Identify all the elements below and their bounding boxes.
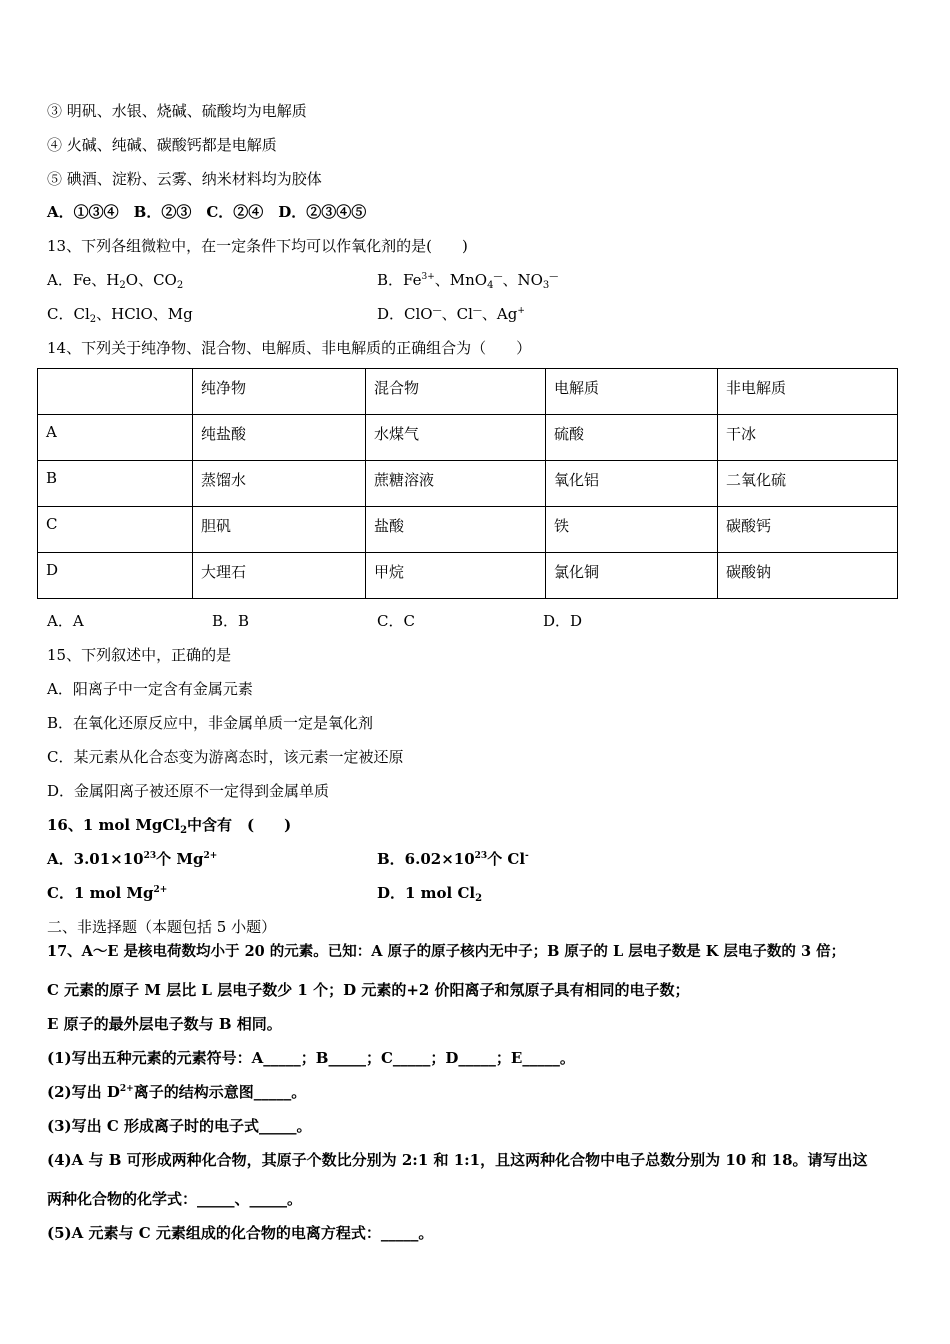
table-cell: B bbox=[38, 461, 193, 507]
table-header-row bbox=[38, 369, 898, 415]
q17-stem-line-3: E 原子的最外层电子数与 B 相同。 bbox=[47, 1015, 282, 1033]
q13-stem: 13、下列各组微粒中，在一定条件下均可以作氧化剂的是( ) bbox=[47, 237, 468, 255]
table-cell: 碳酸钠 bbox=[718, 553, 898, 599]
table-header-cell bbox=[38, 369, 193, 415]
table-cell: D bbox=[38, 553, 193, 599]
table-header-cell: 混合物 bbox=[366, 369, 546, 415]
q12-option-4: ④ 火碱、纯碱、碳酸钙都是电解质 bbox=[47, 136, 277, 154]
q13-choice-c: C．$Cl_2$、HClO、Mg bbox=[47, 305, 193, 325]
table-cell: 水煤气 bbox=[366, 415, 546, 461]
table-row bbox=[38, 553, 898, 599]
q15-choice-d: D．金属阳离子被还原不一定得到金属单质 bbox=[47, 782, 330, 800]
q16-stem: 16、1 mol MgCl$_2$中含有 ( ) bbox=[47, 816, 292, 836]
table-cell: A bbox=[38, 415, 193, 461]
q17-part-4-line-2: 两种化合物的化学式：_____、_____。 bbox=[47, 1190, 303, 1208]
table-cell: 铁 bbox=[546, 507, 718, 553]
q13-choice-d: D．ClO—、Cl—、Ag+ bbox=[377, 305, 525, 323]
q17-part-5: (5)A 元素与 C 元素组成的化合物的电离方程式：_____。 bbox=[47, 1224, 434, 1242]
q17-part-4-line-1: (4)A 与 B 可形成两种化合物，其原子个数比分别为 2:1 和 1:1，且这两种化合物中电子总数分别为 10 和 18。请写出这 bbox=[47, 1151, 868, 1169]
table-cell: 干冰 bbox=[718, 415, 898, 461]
q17-stem-line-1: 17、A～E 是核电荷数均小于 20 的元素。已知：A 原子的原子核内无中子；B 原子的 L 层电子数是 K 层电子数的 3 倍； bbox=[47, 943, 846, 960]
q12-option-3: ③ 明矾、水银、烧碱、硫酸均为电解质 bbox=[47, 102, 307, 120]
q15-choice-a: A．阳离子中一定含有金属元素 bbox=[47, 680, 253, 698]
table-cell: 甲烷 bbox=[366, 553, 546, 599]
q14-choice-d: D．D bbox=[543, 612, 583, 630]
table-cell: 氧化铝 bbox=[546, 461, 718, 507]
table-cell: 二氧化硫 bbox=[718, 461, 898, 507]
q14-choice-b: B．B bbox=[212, 612, 250, 630]
q14-choice-a: A．A bbox=[47, 612, 84, 630]
q16-choice-c: C．1 mol $Mg^{2+}$ bbox=[47, 884, 168, 902]
q14-table bbox=[37, 368, 898, 599]
table-cell: 蒸馏水 bbox=[193, 461, 366, 507]
q13-choice-a: A．Fe、$H_2O$、$CO_2$ bbox=[47, 271, 184, 291]
table-row bbox=[38, 415, 898, 461]
table-row bbox=[38, 461, 898, 507]
q14-choice-c: C．C bbox=[377, 612, 415, 630]
table-cell: 大理石 bbox=[193, 553, 366, 599]
table-cell: 氯化铜 bbox=[546, 553, 718, 599]
table-header-cell: 电解质 bbox=[546, 369, 718, 415]
q12-choices: A．①③④ B．②③ C．②④ D．②③④⑤ bbox=[47, 203, 367, 221]
q17-stem-line-2: C 元素的原子 M 层比 L 层电子数少 1 个；D 元素的+2 价阳离子和氖原子具有相同的电子数； bbox=[47, 981, 690, 999]
table-header-cell: 纯净物 bbox=[193, 369, 366, 415]
q16-choice-a: A．$3.01\times 10^{23}$个 $Mg^{2+}$ bbox=[47, 850, 218, 868]
q13-choice-b: B．$Fe^{3+}$、MnO$_4$—、$NO_3^—$ bbox=[377, 271, 559, 291]
q14-stem: 14、下列关于纯净物、混合物、电解质、非电解质的正确组合为（ ） bbox=[47, 339, 532, 357]
q15-choice-c: C．某元素从化合态变为游离态时，该元素一定被还原 bbox=[47, 748, 404, 766]
table-cell: 盐酸 bbox=[366, 507, 546, 553]
table-cell: 纯盐酸 bbox=[193, 415, 366, 461]
q16-choice-d: D．1 mol $Cl_2$ bbox=[377, 884, 483, 904]
q16-choice-b: B．$6.02\times 10^{23}$个 Cl- bbox=[377, 850, 529, 868]
table-row bbox=[38, 507, 898, 553]
q15-choice-b: B．在氧化还原反应中，非金属单质一定是氧化剂 bbox=[47, 714, 374, 732]
table-cell: 硫酸 bbox=[546, 415, 718, 461]
q17-part-1: (1)写出五种元素的元素符号：A_____；B_____；C_____；D_____；E_____。 bbox=[47, 1049, 575, 1067]
q12-option-5: ⑤ 碘酒、淀粉、云雾、纳米材料均为胶体 bbox=[47, 170, 322, 188]
section-2-heading: 二、非选择题（本题包括 5 小题） bbox=[47, 918, 277, 936]
table-cell: 胆矾 bbox=[193, 507, 366, 553]
table-cell: 蔗糖溶液 bbox=[366, 461, 546, 507]
q17-part-2: (2)写出 $D^{2+}$离子的结构示意图_____。 bbox=[47, 1083, 307, 1101]
table-cell: C bbox=[38, 507, 193, 553]
q15-stem: 15、下列叙述中，正确的是 bbox=[47, 646, 232, 664]
table-header-cell: 非电解质 bbox=[718, 369, 898, 415]
table-cell: 碳酸钙 bbox=[718, 507, 898, 553]
q17-part-3: (3)写出 C 形成离子时的电子式_____。 bbox=[47, 1117, 312, 1135]
